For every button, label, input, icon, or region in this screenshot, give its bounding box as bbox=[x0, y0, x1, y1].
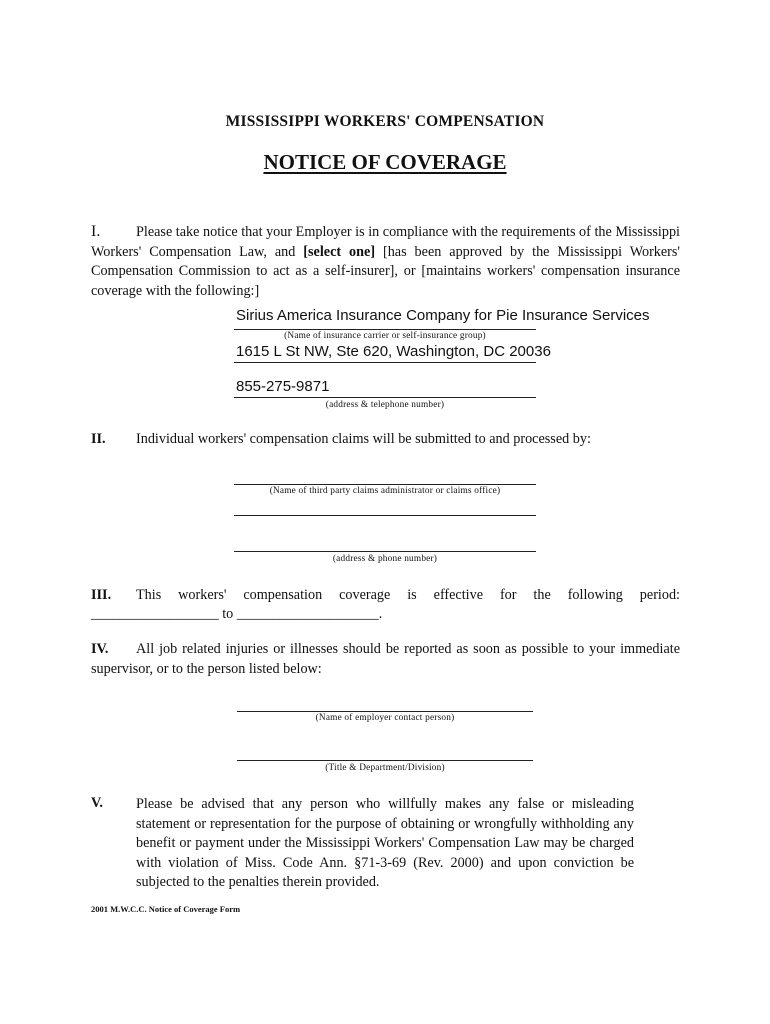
section-2-paragraph bbox=[91, 430, 680, 450]
coverage-to-word: to bbox=[222, 606, 234, 622]
tpa-name-line bbox=[234, 484, 536, 485]
section-5-text: Please be advised that any person who willfully makes any false or misleading statement or representation for the purpose of obtaining or wrongfully withholding any benefit or payment under the Mississippi Workers' Compensation Law may be charged with violation of Miss. Code Ann. §71-3-69 (Rev. 2000) and upon conviction be subjected to the penalties therein provided. bbox=[136, 796, 634, 890]
section-3-period-line bbox=[91, 605, 680, 625]
section-3-paragraph bbox=[91, 586, 680, 606]
section-4-paragraph bbox=[91, 640, 680, 679]
carrier-name-caption: (Name of insurance carrier or self-insurance group) bbox=[284, 331, 486, 341]
tpa-address-line-1 bbox=[234, 515, 536, 516]
carrier-address-line bbox=[234, 362, 536, 363]
employer-contact-line bbox=[237, 711, 533, 712]
form-footer: 2001 M.W.C.C. Notice of Coverage Form bbox=[91, 904, 241, 914]
section-1-paragraph bbox=[91, 222, 680, 301]
carrier-name-value: Sirius America Insurance Company for Pie Insurance Services bbox=[236, 307, 650, 324]
carrier-address-value: 1615 L St NW, Ste 620, Washington, DC 20036 bbox=[236, 343, 551, 360]
form-agency-heading: MISSISSIPPI WORKERS' COMPENSATION bbox=[225, 113, 545, 130]
section-4-text: All job related injuries or illnesses should be reported as soon as possible to your immediate supervisor, or to the person listed below: bbox=[91, 641, 680, 677]
section-4-number: IV. bbox=[91, 641, 109, 657]
carrier-phone-value: 855-275-9871 bbox=[236, 378, 330, 395]
contact-title-line bbox=[237, 760, 533, 761]
section-3-number: III. bbox=[91, 587, 112, 603]
page-title: NOTICE OF COVERAGE bbox=[263, 150, 507, 174]
carrier-address-caption: (address & telephone number) bbox=[325, 400, 445, 410]
section-2-number: II. bbox=[91, 431, 106, 447]
carrier-phone-line bbox=[234, 397, 536, 398]
coverage-start-blank: __________________ bbox=[91, 606, 219, 622]
section-1-text-a: Please take notice that your Employer is in compliance with the requirements of the Mississippi Workers' Compensation Law, and bbox=[91, 224, 680, 260]
employer-contact-caption: (Name of employer contact person) bbox=[315, 713, 455, 723]
tpa-name-caption: (Name of third party claims administrator or claims office) bbox=[269, 486, 501, 496]
section-1-text-b: [has been approved by the Mississippi Workers' Compensation Commission to act as a self-insurer], or [maintains workers' compensation insurance coverage with the following:] bbox=[91, 243, 680, 299]
coverage-end-blank: ____________________. bbox=[236, 606, 383, 622]
tpa-address-line-2 bbox=[234, 551, 536, 552]
section-2-text: Individual workers' compensation claims will be submitted to and processed by: bbox=[136, 431, 591, 447]
section-1-select-one: [select one] bbox=[303, 243, 376, 260]
section-5-number: V. bbox=[91, 795, 103, 811]
carrier-name-line bbox=[234, 329, 536, 330]
tpa-address-caption: (address & phone number) bbox=[332, 554, 438, 564]
section-3-text: This workers' compensation coverage is effective for the following period: bbox=[136, 587, 680, 603]
section-1-number: I. bbox=[91, 223, 101, 240]
contact-title-caption: (Title & Department/Division) bbox=[325, 763, 445, 773]
